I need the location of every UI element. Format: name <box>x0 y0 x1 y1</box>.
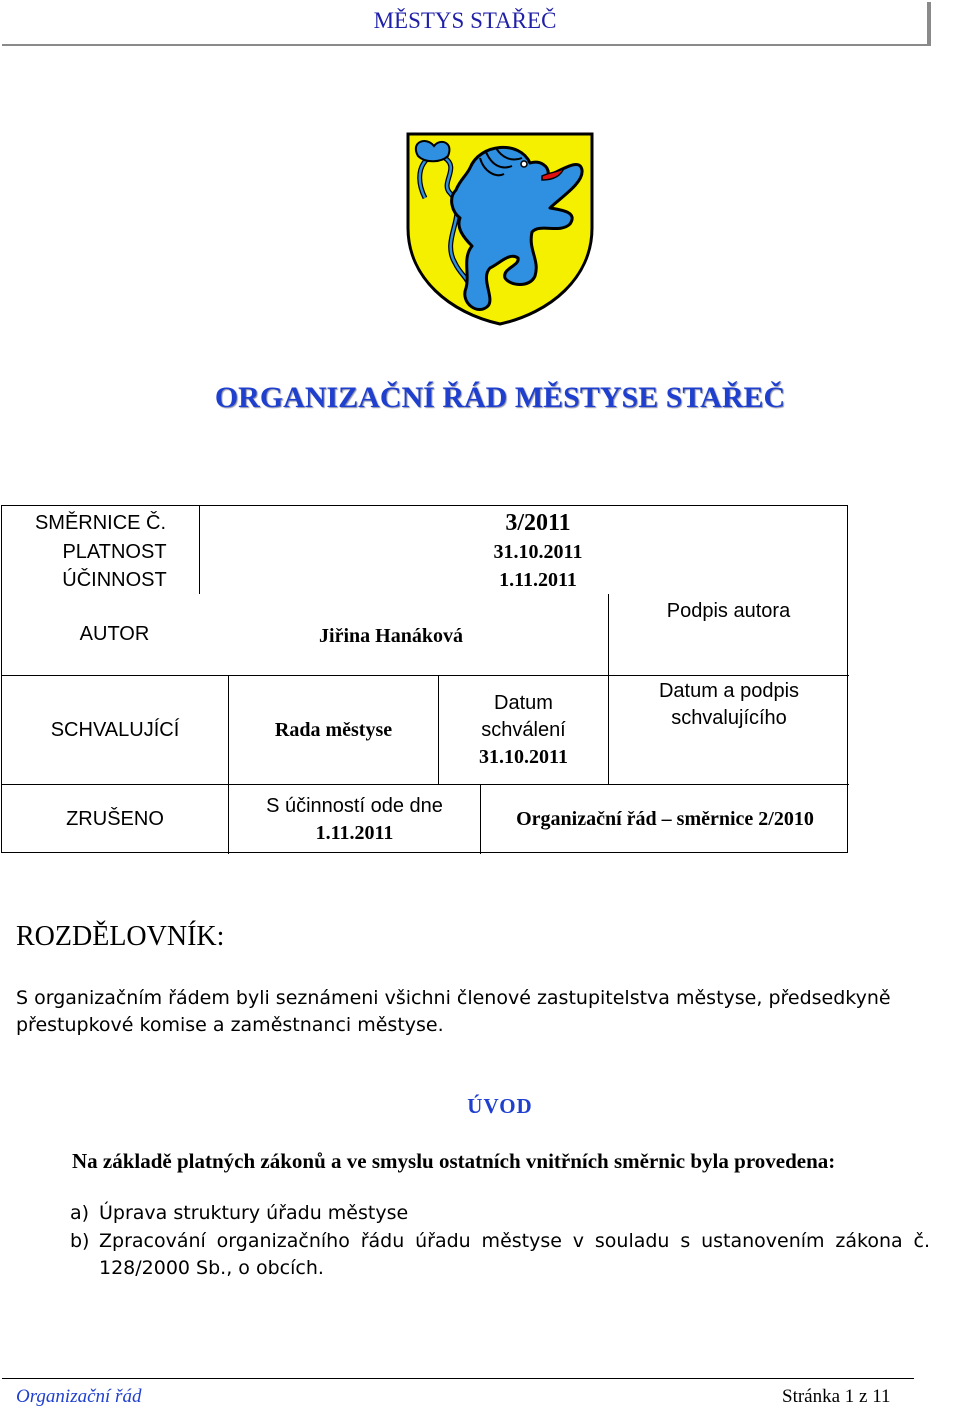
uvod-list <box>70 1200 930 1282</box>
rozdelovnik-text: S organizačním řádem byli seznámeni všichni členové zastupitelstva městyse, předsedkyně přestupkové komise a zaměstnanci městyse. <box>16 987 891 1036</box>
datum-podpis-label-2: schvalujícího <box>671 707 787 729</box>
datum-podpis-cell <box>609 678 849 732</box>
smernice-value: 3/2011 <box>505 509 571 536</box>
datum-schvaleni-label-2: schválení <box>481 718 566 741</box>
zruseno-ucinnost-cell <box>229 785 480 854</box>
ucinnost-label: ÚČINNOST <box>62 568 167 591</box>
header-divider <box>2 44 930 46</box>
crest-leaf <box>416 141 450 161</box>
datum-schvaleni-label-1: Datum <box>494 691 553 714</box>
metadata-table <box>1 505 848 853</box>
uvod-heading: ÚVOD <box>467 1094 533 1118</box>
ucinnost-value: 1.11.2011 <box>499 568 577 591</box>
schvalujici-value: Rada městyse <box>274 718 393 741</box>
list-marker: b) <box>70 1230 90 1252</box>
datum-schvaleni-cell <box>439 676 608 784</box>
zruseno-value: Organizační řád – směrnice 2/2010 <box>516 808 814 830</box>
uvod-intro: Na základě platných zákonů a ve smyslu ostatních vnitřních směrnic byla provedena: <box>72 1149 836 1173</box>
autor-value: Jiřina Hanáková <box>319 624 463 647</box>
footer-page-number: Stránka 1 z 11 <box>782 1386 891 1407</box>
zruseno-ucinnost-date: 1.11.2011 <box>315 821 394 844</box>
rozdelovnik-heading: ROZDĚLOVNÍK: <box>16 921 225 952</box>
autor-label: AUTOR <box>79 622 150 645</box>
list-item <box>70 1228 930 1282</box>
coat-of-arms-crest <box>400 128 600 328</box>
platnost-label: PLATNOST <box>62 540 167 563</box>
list-item <box>70 1200 930 1227</box>
crest-lion-eye <box>521 161 527 167</box>
smernice-label: SMĚRNICE Č. <box>34 511 167 534</box>
list-marker: a) <box>70 1202 90 1224</box>
datum-podpis-label-1: Datum a podpis <box>658 680 800 702</box>
zruseno-ucinnost-label: S účinností ode dne <box>266 794 443 817</box>
podpis-autora-label: Podpis autora <box>666 599 791 622</box>
platnost-value: 31.10.2011 <box>493 540 583 563</box>
schvalujici-label: SCHVALUJÍCÍ <box>50 718 180 741</box>
zruseno-label: ZRUŠENO <box>66 808 164 830</box>
footer-document-name: Organizační řád <box>16 1386 142 1407</box>
header-side-bar <box>927 2 931 46</box>
footer-divider <box>2 1378 914 1379</box>
list-item-text: Zpracování organizačního řádu úřadu městyse v souladu s ustanovením zákona č. 128/2000 Sb., o obcích. <box>99 1230 930 1279</box>
datum-schvaleni-value: 31.10.2011 <box>479 745 568 768</box>
list-item-text: Úprava struktury úřadu městyse <box>99 1202 409 1224</box>
document-title: ORGANIZAČNÍ ŘÁD MĚSTYSE STAŘEČ <box>214 381 786 414</box>
header-title: MĚSTYS STAŘEČ <box>373 8 557 33</box>
